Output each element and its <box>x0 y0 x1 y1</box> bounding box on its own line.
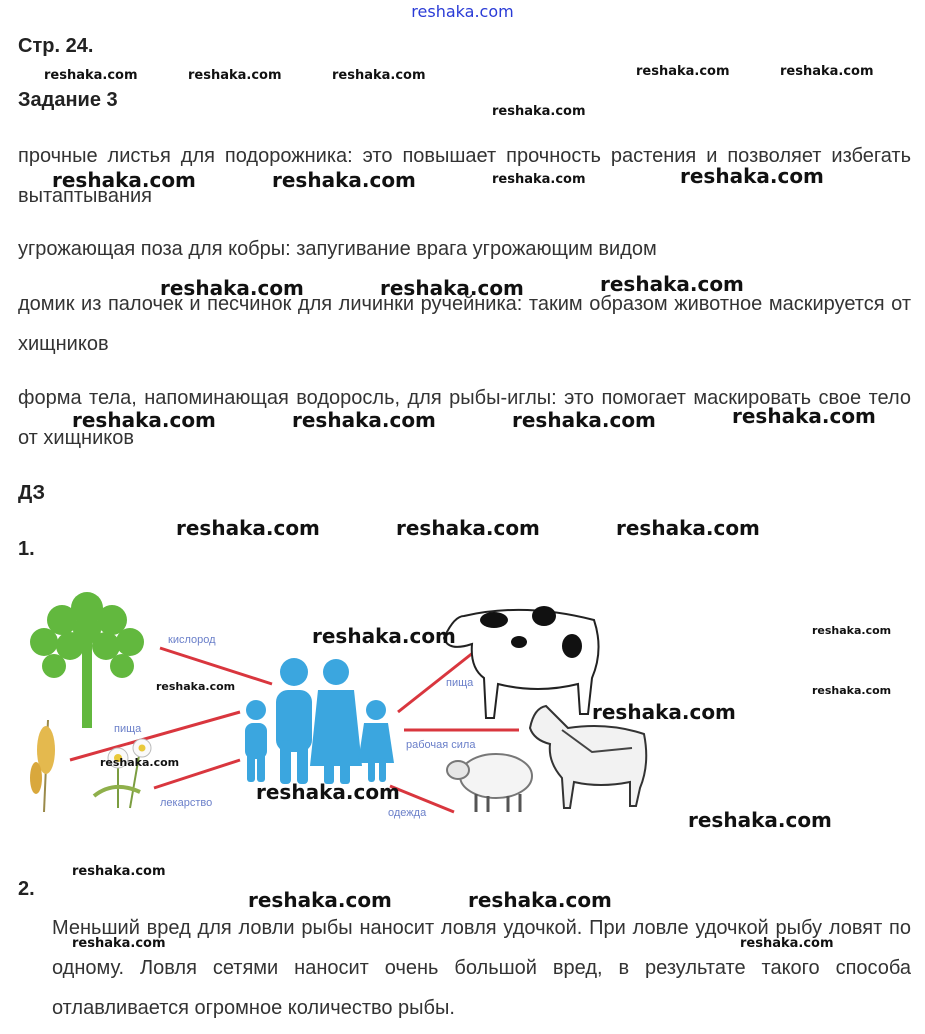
watermark: reshaka.com <box>592 700 736 724</box>
site-header-watermark[interactable]: reshaka.com <box>411 2 514 21</box>
watermark: reshaka.com <box>380 276 524 300</box>
item-1-number: 1. <box>18 538 35 560</box>
label-oxygen: кислород <box>168 634 216 646</box>
watermark: reshaka.com <box>188 68 282 83</box>
label-medicine: лекарство <box>160 797 213 809</box>
watermark: reshaka.com <box>780 64 874 79</box>
watermark: reshaka.com <box>44 68 138 83</box>
watermark: reshaka.com <box>248 888 392 912</box>
wheat-icon <box>30 720 55 812</box>
page-ref: Стр. 24. <box>18 35 94 57</box>
watermark: reshaka.com <box>636 64 730 79</box>
watermark: reshaka.com <box>176 516 320 540</box>
watermark: reshaka.com <box>812 684 892 697</box>
watermark: reshaka.com <box>492 172 586 187</box>
watermark: reshaka.com <box>100 756 180 769</box>
watermark: reshaka.com <box>396 516 540 540</box>
watermark: reshaka.com <box>492 104 586 119</box>
watermark: reshaka.com <box>688 808 832 832</box>
watermark: reshaka.com <box>156 680 236 693</box>
label-clothing: одежда <box>388 807 427 819</box>
watermark: reshaka.com <box>732 404 876 428</box>
sheep-icon <box>447 754 532 812</box>
item-2-number: 2. <box>18 878 35 900</box>
line-oxygen <box>160 648 272 684</box>
task-title: Задание 3 <box>18 89 118 111</box>
watermark: reshaka.com <box>256 780 400 804</box>
label-food-plant: пища <box>114 723 142 735</box>
watermark: reshaka.com <box>272 168 416 192</box>
answer-1: прочные листья для подорожника: это повышает прочность растения и позволяет избегать вытаптывания <box>18 145 911 207</box>
answer-3: домик из палочек и песчинок для личинки ручейника: таким образом животное маскируется от хищников <box>18 293 911 355</box>
homework-title: ДЗ <box>18 482 46 504</box>
answer-2: угрожающая поза для кобры: запугивание врага угрожающим видом <box>18 238 657 260</box>
cow-icon <box>444 606 599 718</box>
watermark: reshaka.com <box>740 936 834 951</box>
watermark: reshaka.com <box>512 408 656 432</box>
watermark: reshaka.com <box>312 624 456 648</box>
watermark: reshaka.com <box>616 516 760 540</box>
label-food-animal: пища <box>446 677 474 689</box>
watermark: reshaka.com <box>160 276 304 300</box>
watermark: reshaka.com <box>72 864 166 879</box>
watermark: reshaka.com <box>468 888 612 912</box>
line-food-plant <box>70 712 240 760</box>
watermark: reshaka.com <box>812 624 892 637</box>
watermark: reshaka.com <box>52 168 196 192</box>
answer-4: форма тела, напоминающая водоросль, для рыбы-иглы: это помогает маскировать свое тело от хищников <box>18 387 911 449</box>
item-2-text: Меньший вред для ловли рыбы наносит ловля удочкой. При ловле удочкой рыбу ловят по одному. Ловля сетями наносит очень большой вред, в результате такого способа отлавливается огромное количество рыбы. <box>52 917 911 1019</box>
watermark: reshaka.com <box>292 408 436 432</box>
tree-icon <box>30 592 144 728</box>
watermark: reshaka.com <box>600 272 744 296</box>
watermark: reshaka.com <box>680 164 824 188</box>
watermark: reshaka.com <box>72 408 216 432</box>
family-icon <box>245 658 394 784</box>
watermark: reshaka.com <box>332 68 426 83</box>
watermark: reshaka.com <box>72 936 166 951</box>
label-work-force: рабочая сила <box>406 739 476 751</box>
